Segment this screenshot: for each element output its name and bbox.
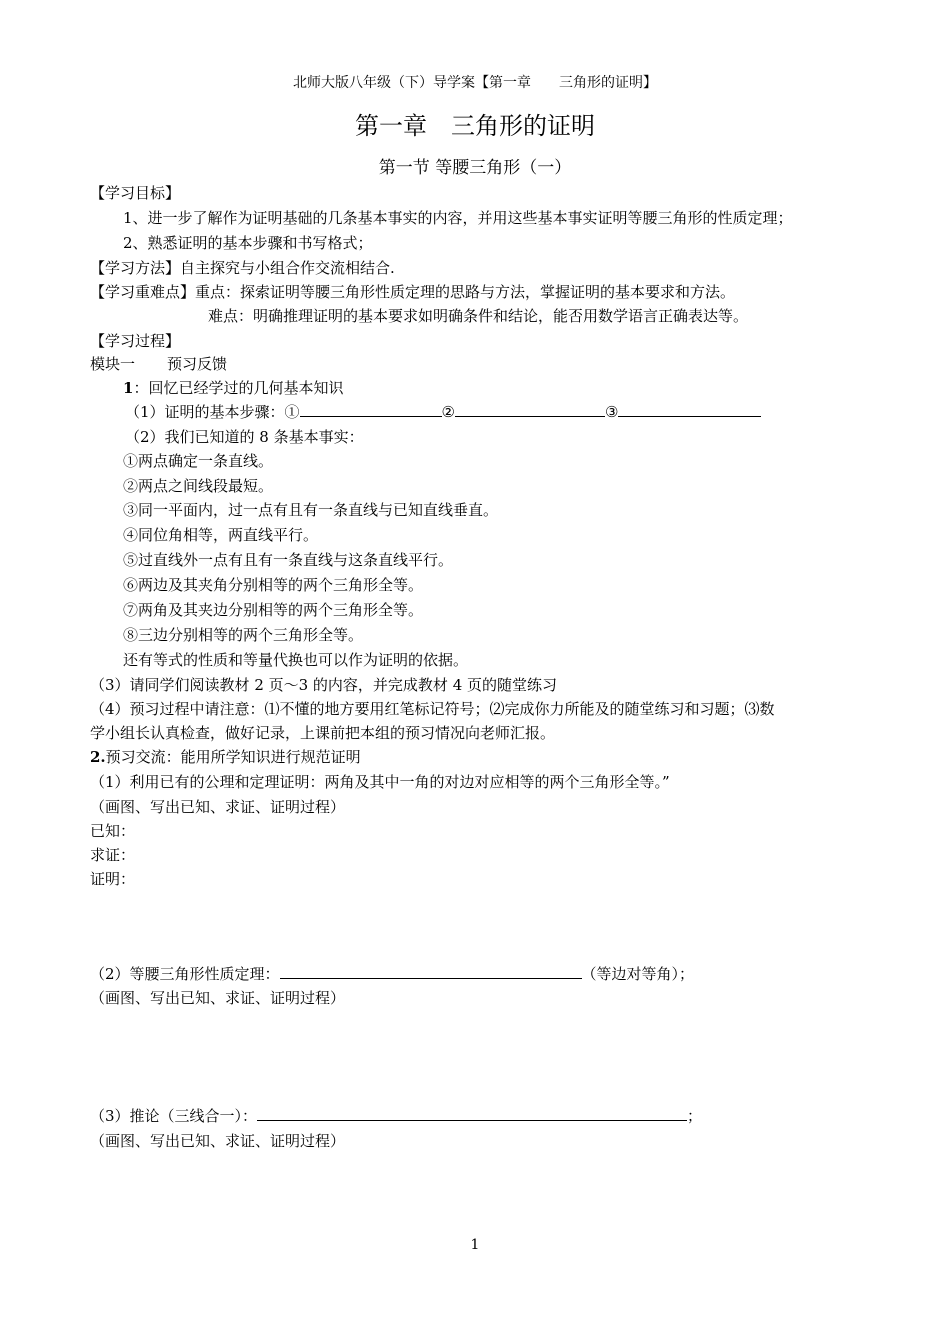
draw-instruction: （画图、写出已知、求证、证明过程）: [90, 798, 346, 816]
objective-item: 2、熟悉证明的基本步骤和书写格式；: [123, 234, 373, 252]
key-points-heading: 【学习重难点】: [90, 283, 196, 301]
fact-item: ⑦两角及其夹边分别相等的两个三角形全等。: [123, 601, 424, 619]
facts-intro: （2）我们已知道的 8 条基本事实：: [125, 428, 364, 446]
proof-steps-label: （1）证明的基本步骤：①: [125, 403, 300, 421]
q2-text: 预习交流：能用所学知识进行规范证明: [105, 748, 361, 766]
q2-item1: （1）利用已有的公理和定理证明：两角及其中一角的对边对应相等的两个三角形全等。”: [90, 773, 670, 791]
method-text: 自主探究与小组合作交流相结合.: [180, 259, 395, 277]
step3-blank[interactable]: [618, 402, 761, 417]
fact-item: ⑤过直线外一点有且有一条直线与这条直线平行。: [123, 551, 454, 569]
chapter-title: 第一章 三角形的证明: [355, 112, 595, 140]
step2-blank[interactable]: [455, 402, 605, 417]
q2-item2-suffix: （等边对等角）；: [581, 965, 695, 983]
method-heading: 【学习方法】: [90, 259, 181, 277]
section-subtitle: 第一节 等腰三角形（一）: [378, 158, 572, 178]
q1-text: ：回忆已经学过的几何基本知识: [133, 379, 344, 397]
q2-number: 2.: [90, 748, 106, 766]
running-header: 北师大版八年级（下）导学案【第一章 三角形的证明】: [293, 75, 657, 91]
q1-line: [123, 378, 343, 398]
item4-line2: 学小组长认真检查，做好记录，上课前把本组的预习情况向老师汇报。: [90, 724, 556, 742]
q2-item3-suffix: ；: [687, 1107, 703, 1125]
q2-item3-line: [90, 1106, 702, 1126]
fact-item: ①两点确定一条直线。: [123, 452, 274, 470]
fact-item: ⑥两边及其夹角分别相等的两个三角形全等。: [123, 576, 424, 594]
step1-blank[interactable]: [300, 402, 442, 417]
key-point-text: 重点：探索证明等腰三角形性质定理的思路与方法，掌握证明的基本要求和方法。: [195, 283, 736, 301]
page-number: 1: [470, 1237, 480, 1253]
fact-item: ③同一平面内，过一点有且有一条直线与已知直线垂直。: [123, 501, 499, 519]
equality-note: 还有等式的性质和等量代换也可以作为证明的依据。: [123, 651, 469, 669]
theorem-blank[interactable]: [280, 964, 582, 979]
item4-line1: （4）预习过程中请注意：⑴不懂的地方要用红笔标记符号；⑵完成你力所能及的随堂练习和习题；⑶数: [90, 700, 775, 718]
draw-instruction: （画图、写出已知、求证、证明过程）: [90, 1132, 346, 1150]
q1-number: 1: [123, 379, 134, 397]
proof-label: 证明：: [90, 870, 136, 888]
item3-text: （3）请同学们阅读教材 2 页～3 的内容，并完成教材 4 页的随堂练习: [90, 676, 558, 694]
step3-mark: ③: [605, 403, 619, 421]
module-name: 预习反馈: [167, 355, 228, 373]
module-label: 模块一: [90, 355, 136, 373]
draw-instruction: （画图、写出已知、求证、证明过程）: [90, 989, 346, 1007]
module-line: [90, 354, 227, 374]
objectives-heading: 【学习目标】: [90, 184, 181, 202]
q2-item2-label: （2）等腰三角形性质定理：: [90, 965, 280, 983]
method-line: [90, 258, 395, 278]
objective-item: 1、进一步了解作为证明基础的几条基本事实的内容，并用这些基本事实证明等腰三角形的性质定理；: [123, 209, 793, 227]
fact-item: ②两点之间线段最短。: [123, 477, 274, 495]
key-points-line: [90, 282, 735, 302]
q2-line: [90, 747, 361, 767]
proof-steps-line: [125, 402, 761, 422]
q2-item2-line: [90, 964, 694, 984]
difficult-point-text: 难点：明确推理证明的基本要求如明确条件和结论，能否用数学语言正确表达等。: [208, 307, 749, 325]
fact-item: ⑧三边分别相等的两个三角形全等。: [123, 626, 364, 644]
corollary-blank[interactable]: [257, 1106, 687, 1121]
fact-item: ④同位角相等，两直线平行。: [123, 526, 319, 544]
q2-item3-label: （3）推论（三线合一）：: [90, 1107, 258, 1125]
prove-label: 求证：: [90, 846, 136, 864]
step2-mark: ②: [441, 403, 455, 421]
process-heading: 【学习过程】: [90, 332, 181, 350]
given-label: 已知：: [90, 822, 136, 840]
